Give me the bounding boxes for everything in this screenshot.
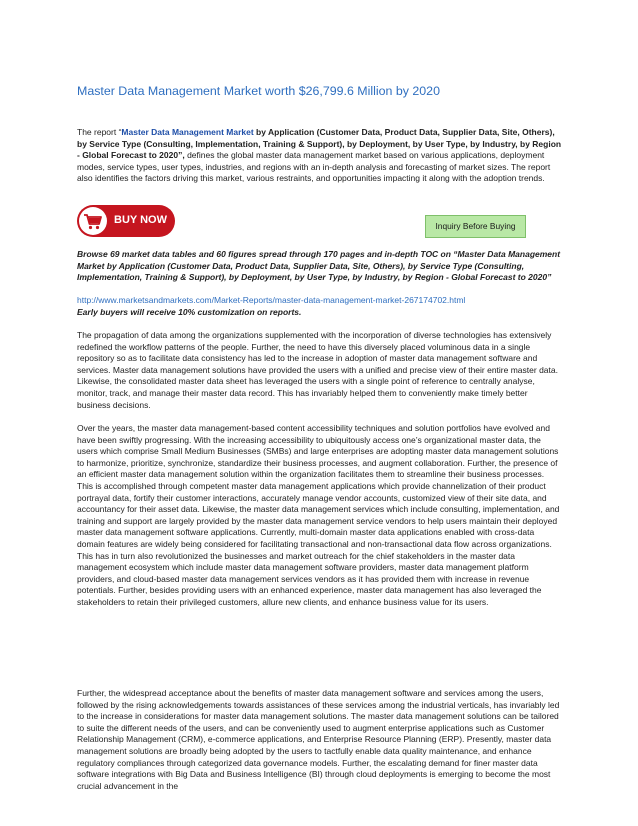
report-title-bold: by Application (Customer Data, Product Data, Supplier Data, Site, Others), by Service Type (Consulting, Implementation, Training & Support), by Deployment, by User Type, by Industry, by Region - Global Forecast to 2020”, (77, 127, 562, 161)
page-title: Master Data Management Market worth $26,799.6 Million by 2020 (77, 84, 440, 98)
shopping-cart-icon (79, 207, 107, 235)
inquiry-before-buying-button[interactable]: Inquiry Before Buying (425, 215, 526, 238)
buy-now-button[interactable] (77, 205, 175, 237)
browse-toc-text: Browse 69 market data tables and 60 figures spread through 170 pages and in-depth TOC on “Master Data Management Market by Application (Customer Data, Product Data, Supplier Data, Site, Others), by Service Type (Consulting, Implementation, Training & Support), by Deployment, by User Type, by Industry, by Region - Global Forecast to 2020” (77, 249, 561, 283)
intro-prefix: The report “ (77, 127, 122, 137)
body-paragraph-3: Further, the widespread acceptance about the benefits of master data management software and services among the users, followed by the rising acknowledgements towards assistances of these services among the industrial verticals, has invariably led to the increase in considerations for master data management solutions. The master data management solutions can be tailored to suite the different needs of the users, and can be conveniently used to augment enterprise applications such as Customer Relationship Management (CRM), e-commerce applications, and Enterprise Resource Planning (ERP). Presently, master data management solutions are broadly being adopted by the users to tactfully enable data quality maintenance, and enhance regulatory compliances through categorized data governance models. Further, the escalating demand for finer master data software integrations with Big Data and Business Intelligence (BI) through cloud deployments is emerging to become the most crucial advancement in the (77, 688, 560, 791)
report-url-link[interactable]: http://www.marketsandmarkets.com/Market-Reports/master-data-management-market-267174702.html (77, 295, 466, 305)
intro-paragraph (77, 127, 562, 185)
buy-now-label: BUY NOW (114, 214, 167, 226)
body-paragraph-1: The propagation of data among the organizations supplemented with the incorporation of diverse technologies has extensively redefined the workflow patterns of the people. Further, the need to have this diversely placed voluminous data in a single repository so as to facilitate data consistency has led to the increase in adoption of master data management software and services. Master data management solutions have provided the users with a unified and precise view of their entire master data. Likewise, the consolidated master data sheet has leveraged the users with a single point of reference to centrally analyse, monitor, track, and manage their master data record. This has invariably helped them to conveniently make timely better business decisions. (77, 330, 558, 410)
body-paragraph-2: Over the years, the master data management-based content accessibility techniques and solution portfolios have evolved and have been swiftly progressing. With the increasing accessibility to ubiquitously access one’s organizational master data, the users which comprise Small Medium Businesses (SMBs) and large enterprises are adopting master data management solutions to harmonize, prioritize, synchronize, standardize their business processes, and augment collaboration. Further, the presence of an efficient master data management solution within the organization facilitates them to streamline their business processes. This is accomplished through competent master data management applications which provide channelization of their product portrayal data, fortify their customer interactions, accurately manage vendor accounts, customized view of their site data, and accountancy for their asset data. Likewise, the master data management services which include consulting, implementation, and training and support are largely provided by the master data management service vendors to help users maintain their deployed master data management software applications. Currently, multi-domain master data applications enabled with cross-data domain features are widely being considered for facilitating transactional and non-transactional data flow across organizations. This has in turn also revolutionized the businesses and market outreach for the chief stakeholders in the master data management ecosystem which include master data management software providers, master data management platform providers, and cloud-based master data management services vendors as it has provided them with increase in revenue potentials. Further, besides providing users with an enhanced experience, master data management has also leveraged the stakeholders to retain their privileged customers, allure new clients, and enhance business value for its users. (77, 423, 560, 607)
customization-offer: Early buyers will receive 10% customization on reports. (77, 307, 302, 317)
report-name-highlight: Master Data Management Market (121, 127, 254, 137)
intro-rest: defines the global master data management market based on various applications, deployment modes, service types, user types, industries, and regions with an in-depth analysis and forecasting of market sizes. The report also identifies the factors driving this market, various restraints, and opportunities impacting it along with the adoption trends. (77, 150, 551, 184)
